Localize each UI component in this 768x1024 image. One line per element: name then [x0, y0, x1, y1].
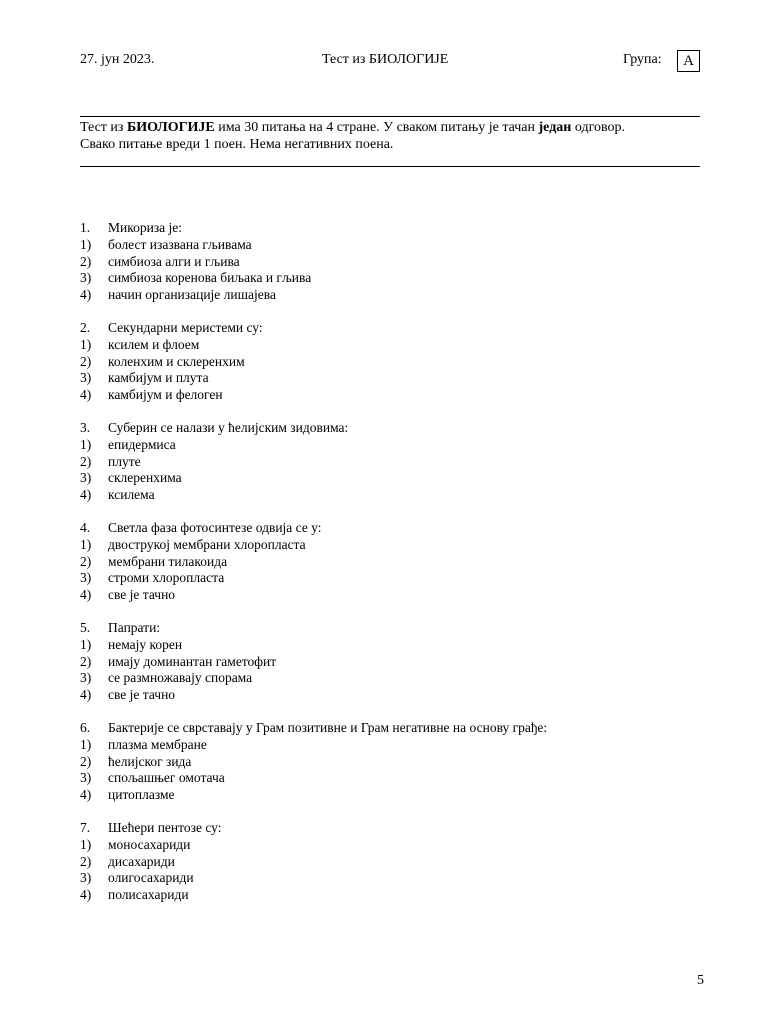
- option-text: имају доминантан гаметофит: [108, 653, 277, 669]
- option-text: ксилема: [108, 487, 155, 503]
- top-rule: [80, 116, 700, 117]
- option-number: 2): [80, 553, 92, 569]
- option-text: плуте: [108, 453, 141, 469]
- option-text: све је тачно: [108, 587, 176, 603]
- intro-bold-text: БИОЛОГИЈЕ: [126, 120, 215, 135]
- answer-option: [80, 670, 700, 687]
- option-number: 1): [80, 336, 92, 352]
- option-number: 3): [80, 370, 92, 386]
- option-number: 4): [80, 487, 92, 503]
- option-number: 3): [80, 670, 92, 686]
- question-stem: [80, 420, 700, 437]
- option-number: 1): [80, 636, 92, 652]
- option-text: двострукој мембрани хлоропласта: [108, 536, 306, 552]
- option-text: моносахариди: [108, 836, 191, 852]
- intro-text-segment: Тест из: [80, 120, 127, 135]
- question-number: 5.: [80, 619, 91, 635]
- question-item: [80, 320, 700, 404]
- option-number: 4): [80, 687, 92, 703]
- option-text: мембрани тилакоида: [108, 553, 228, 569]
- question-text: Светла фаза фотосинтезе одвија се у:: [108, 519, 322, 535]
- intro-text-segment: има 30 питања на 4 стране. У сваком питању је тачан: [214, 120, 539, 135]
- option-number: 3): [80, 570, 92, 586]
- question-stem: [80, 320, 700, 337]
- answer-option: [80, 370, 700, 387]
- option-number: 1): [80, 836, 92, 852]
- question-stem: [80, 720, 700, 737]
- option-text: се размножавају спорама: [108, 670, 253, 686]
- option-text: симбиоза коренова биљака и гљива: [108, 270, 312, 286]
- question-item: [80, 420, 700, 504]
- option-number: 2): [80, 353, 92, 369]
- option-number: 1): [80, 436, 92, 452]
- question-item: [80, 520, 700, 604]
- group-box: А: [677, 50, 700, 72]
- answer-option: [80, 787, 700, 804]
- option-text: спољашњег омотача: [108, 770, 225, 786]
- option-text: камбијум и плута: [108, 370, 209, 386]
- option-number: 3): [80, 770, 92, 786]
- bottom-rule: [80, 166, 700, 167]
- intro-line-1: [80, 119, 705, 136]
- option-text: полисахариди: [108, 887, 189, 903]
- intro-bold-text: један: [538, 120, 572, 135]
- intro-text-segment: одговор.: [571, 120, 625, 135]
- question-stem: [80, 820, 700, 837]
- option-number: 4): [80, 887, 92, 903]
- answer-option: [80, 637, 700, 654]
- question-number: 1.: [80, 220, 91, 235]
- question-text: Секундарни меристеми су:: [108, 319, 263, 335]
- intro-text: [80, 119, 705, 153]
- answer-option: [80, 570, 700, 587]
- answer-option: [80, 254, 700, 271]
- option-number: 1): [80, 536, 92, 552]
- option-text: склеренхима: [108, 470, 182, 486]
- option-text: плазма мембране: [108, 736, 207, 752]
- option-text: немају корен: [108, 636, 183, 652]
- option-text: болест изазвана гљивама: [108, 236, 252, 252]
- answer-option: [80, 387, 700, 404]
- answer-option: [80, 270, 700, 287]
- question-item: [80, 720, 700, 804]
- answer-option: [80, 770, 700, 787]
- answer-option: [80, 687, 700, 704]
- answer-option: [80, 587, 700, 604]
- option-number: 2): [80, 753, 92, 769]
- question-number: 2.: [80, 319, 91, 335]
- option-text: строми хлоропласта: [108, 570, 225, 586]
- option-number: 3): [80, 870, 92, 886]
- answer-option: [80, 454, 700, 471]
- question-item: [80, 620, 700, 704]
- option-number: 4): [80, 787, 92, 803]
- answer-option: [80, 887, 700, 904]
- question-text: Шећери пентозе су:: [108, 819, 222, 835]
- option-text: епидермиса: [108, 436, 176, 452]
- option-number: 2): [80, 853, 92, 869]
- answer-option: [80, 470, 700, 487]
- option-text: камбијум и фелоген: [108, 387, 223, 403]
- option-number: 4): [80, 587, 92, 603]
- option-text: ћелијског зида: [108, 753, 192, 769]
- option-number: 2): [80, 653, 92, 669]
- answer-option: [80, 654, 700, 671]
- question-item: [80, 820, 700, 904]
- answer-option: [80, 854, 700, 871]
- answer-option: [80, 554, 700, 571]
- answer-option: [80, 354, 700, 371]
- question-text: Папрати:: [108, 619, 161, 635]
- questions-list: [80, 220, 700, 920]
- question-text: Микориза је:: [108, 220, 183, 235]
- option-number: 3): [80, 270, 92, 286]
- option-number: 1): [80, 736, 92, 752]
- header-date: 27. јун 2023.: [80, 52, 155, 67]
- answer-option: [80, 287, 700, 304]
- option-number: 3): [80, 470, 92, 486]
- option-number: 4): [80, 287, 92, 303]
- header-title: Тест из БИОЛОГИЈЕ: [322, 52, 449, 67]
- intro-line-2: Свако питање вреди 1 поен. Нема негативних поена.: [80, 137, 394, 152]
- question-stem: [80, 220, 700, 237]
- question-text: Бактерије се сврставају у Грам позитивне и Грам негативне на основу грађе:: [108, 719, 548, 735]
- answer-option: [80, 754, 700, 771]
- question-number: 3.: [80, 419, 91, 435]
- option-number: 2): [80, 253, 92, 269]
- question-number: 6.: [80, 719, 91, 735]
- option-number: 2): [80, 453, 92, 469]
- option-text: олигосахариди: [108, 870, 194, 886]
- question-number: 7.: [80, 819, 91, 835]
- answer-option: [80, 837, 700, 854]
- option-text: ксилем и флоем: [108, 336, 200, 352]
- answer-option: [80, 537, 700, 554]
- answer-option: [80, 487, 700, 504]
- answer-option: [80, 437, 700, 454]
- question-stem: [80, 520, 700, 537]
- option-number: 1): [80, 236, 92, 252]
- answer-option: [80, 870, 700, 887]
- question-item: [80, 220, 700, 304]
- option-text: симбиоза алги и гљива: [108, 253, 240, 269]
- option-text: коленхим и склеренхим: [108, 353, 245, 369]
- option-text: начин организације лишајева: [108, 287, 276, 303]
- answer-option: [80, 737, 700, 754]
- option-text: дисахариди: [108, 853, 175, 869]
- answer-option: [80, 237, 700, 254]
- group-label: Група:: [623, 52, 662, 67]
- question-stem: [80, 620, 700, 637]
- option-number: 4): [80, 387, 92, 403]
- question-text: Суберин се налази у ћелијским зидовима:: [108, 419, 349, 435]
- answer-option: [80, 337, 700, 354]
- option-text: све је тачно: [108, 687, 176, 703]
- question-number: 4.: [80, 519, 91, 535]
- page-number: 5: [697, 973, 704, 988]
- option-text: цитоплазме: [108, 787, 175, 803]
